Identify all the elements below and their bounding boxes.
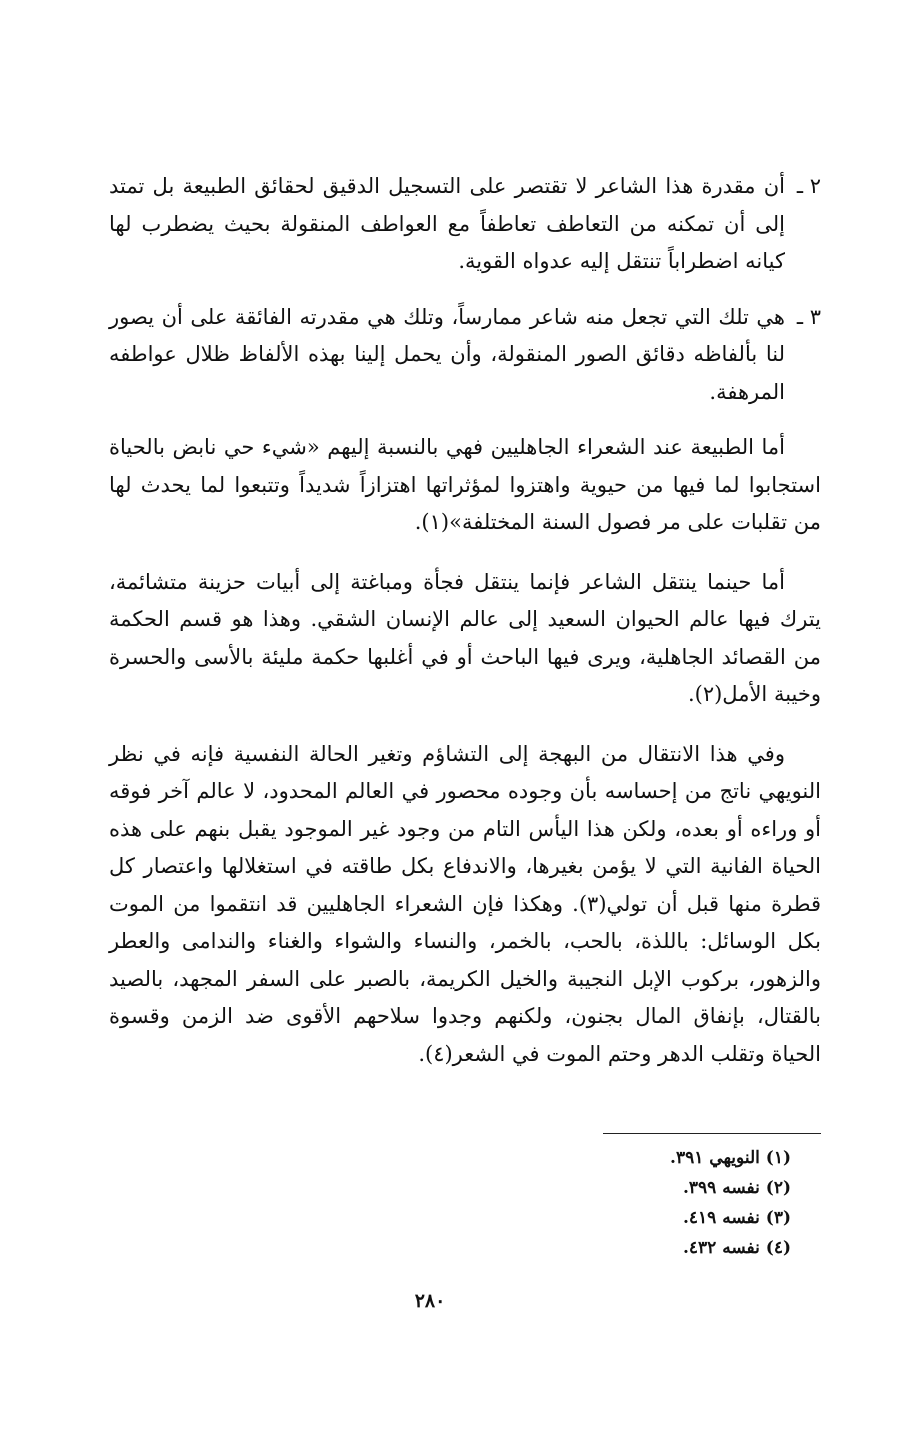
footnote-1: (١) النويهي ٣٩١. xyxy=(670,1148,791,1168)
paragraph-nature: أما الطبيعة عند الشعراء الجاهليين فهي بالنسبة إليهم «شيء حي نابض بالحياة استجابوا لما فيها من حيوية واهتزوا لمؤثراتها اهتزازاً شديداً وتتبعوا لما يحدث لها من تقلبات على مر فصول السنة المختلفة»(١). xyxy=(109,435,821,534)
numbered-item-2 xyxy=(109,168,821,281)
page-number: ٢٨٠ xyxy=(414,1290,446,1312)
item-number: ٣ ـ xyxy=(796,304,821,329)
paragraph-wisdom: أما حينما ينتقل الشاعر فإنما ينتقل فجأة ومباغتة إلى أبيات حزينة متشائمة، يترك فيها عالم الحيوان السعيد إلى عالم الإنسان الشقي. وهذا هو قسم الحكمة من القصائد الجاهلية، ويرى فيها الباحث أو في أغلبها حكمة مليئة بالأسى والحسرة وخيبة الأمل(٢). xyxy=(109,569,821,706)
footnote-2: (٢) نفسه ٣٩٩. xyxy=(682,1178,791,1198)
footnote-divider xyxy=(603,1133,821,1134)
footnote-4: (٤) نفسه ٤٣٢. xyxy=(682,1238,791,1258)
main-text xyxy=(109,168,821,1095)
item-number: ٢ ـ xyxy=(796,174,821,198)
footnotes xyxy=(391,1143,791,1263)
item-text: أن مقدرة هذا الشاعر لا تقتصر على التسجيل الدقيق لحقائق الطبيعة بل تمتد إلى أن تمكنه من التعاطف تعاطفاً مع العواطف المنقولة بحيث يضطرب لها كيانه اضطراباً تنتقل إليه عدواه القوية. xyxy=(109,174,785,273)
item-text: هي تلك التي تجعل منه شاعر ممارساً، وتلك هي مقدرته الفائقة على أن يصور لنا بألفاظه دقائق الصور المنقولة، وأن يحمل إلينا بهذه الألفاظ ظلال عواطفه المرهفة. xyxy=(109,304,785,404)
paragraph-transition: وفي هذا الانتقال من البهجة إلى التشاؤم وتغير الحالة النفسية فإنه في نظر النويهي ناتج من إحساسه بأن وجوده محصور في العالم المحدود، لا عالم آخر فوقه أو وراءه أو بعده، ولكن هذا اليأس التام من وجود غير الموجود يقبل بنهم على هذه الحياة الفانية التي لا يؤمن بغيرها، والاندفاع بكل طاقته في استغلالها واعتصار كل قطرة منها قبل أن تولي(٣). وهكذا فإن الشعراء الجاهليين قد انتقموا من الموت بكل الوسائل: باللذة، بالحب، بالخمر، والنساء والشواء والغناء والندامى والعطر والزهور، بركوب الإبل النجيبة والخيل الكريمة، بالصبر على السفر المجهد، بالصيد بالقتال، بإنفاق المال بجنون، ولكنهم وجدوا سلاحهم الأقوى ضد الزمن وقسوة الحياة وتقلب الدهر وحتم الموت في الشعر(٤). xyxy=(109,741,821,1066)
numbered-item-3 xyxy=(109,299,821,412)
footnote-3: (٣) نفسه ٤١٩. xyxy=(682,1208,791,1228)
